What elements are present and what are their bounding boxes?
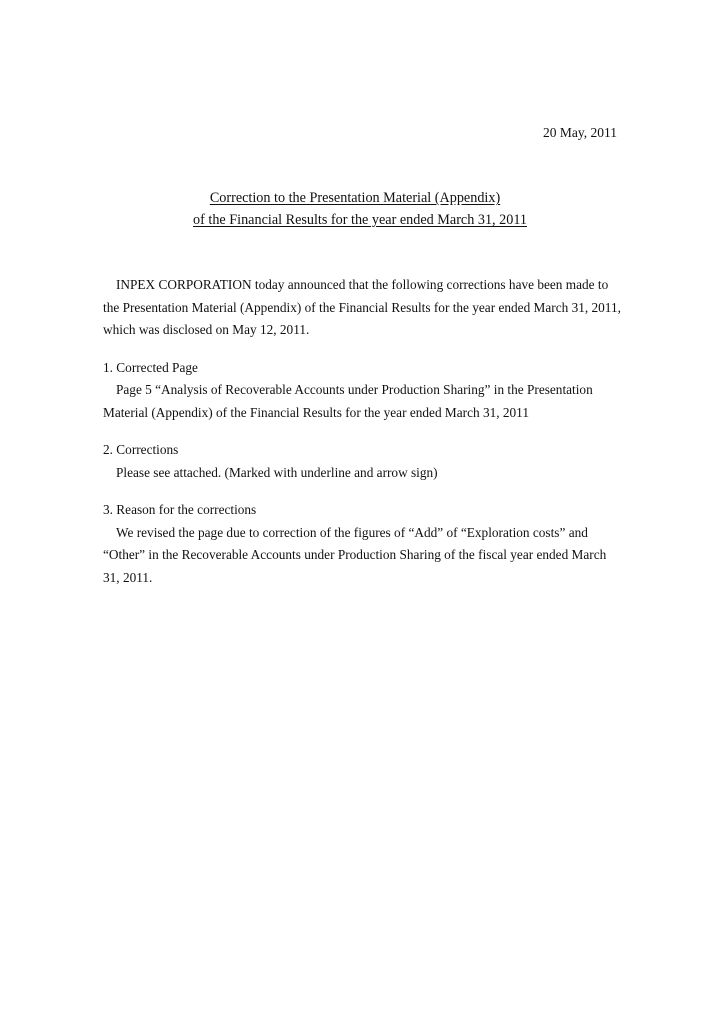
spacer	[103, 484, 623, 499]
intro-paragraph: INPEX CORPORATION today announced that the following corrections have been made to the Presentation Material (Appendix) of the Financial Results for the year ended March 31, 2011, which was disclosed on May 12, 2011.	[103, 277, 621, 337]
document-body	[103, 274, 623, 589]
section-3-heading: 3. Reason for the corrections	[103, 502, 257, 517]
document-title	[0, 187, 720, 231]
spacer	[103, 424, 623, 439]
spacer	[103, 342, 623, 357]
document-date: 20 May, 2011	[543, 125, 617, 140]
section-3-body: We revised the page due to correction of the figures of “Add” of “Exploration costs” and “Other” in the Recoverable Accounts under Production Sharing of the fiscal year ended March 31, 2011.	[103, 524, 607, 585]
section-1-body: Page 5 “Analysis of Recoverable Accounts under Production Sharing” in the Presentation Material (Appendix) of the Financial Results for the year ended March 31, 2011	[103, 382, 593, 420]
section-2-heading: 2. Corrections	[103, 442, 179, 457]
section-1-heading: 1. Corrected Page	[103, 359, 198, 375]
title-line-2: of the Financial Results for the year ended March 31, 2011	[193, 212, 527, 228]
title-line-1: Correction to the Presentation Material (Appendix)	[209, 190, 501, 206]
section-2-body: Please see attached. (Marked with underline and arrow sign)	[116, 464, 438, 480]
